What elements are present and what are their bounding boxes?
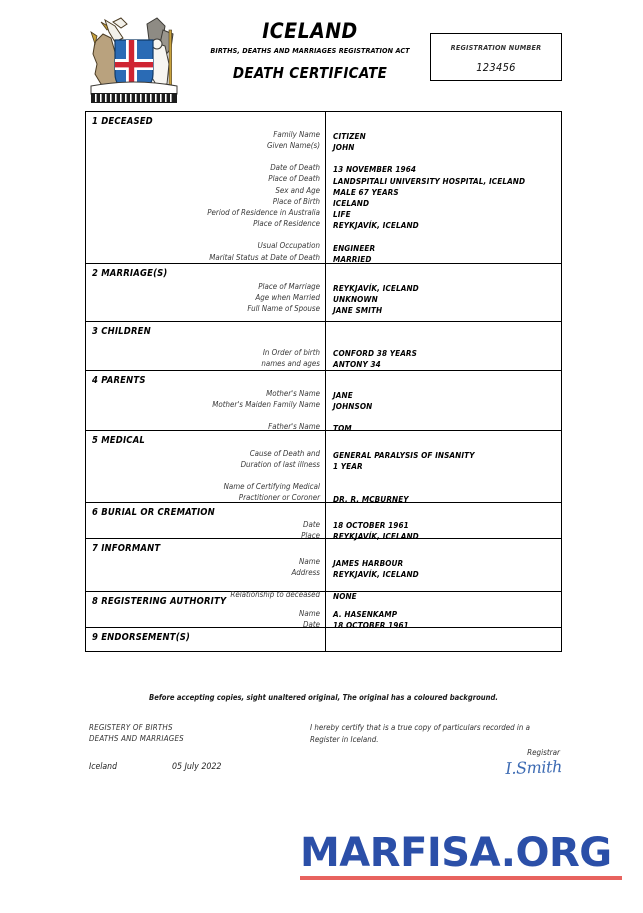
registry-office-block [89, 722, 184, 744]
registry-line-1: REGISTERY OF BIRTHS [89, 723, 173, 732]
value-informant-name: JAMES HARBOUR [333, 558, 404, 568]
section-deceased-title: 1 DECEASED [92, 116, 153, 127]
label-authority-date: Date [303, 619, 320, 629]
certificate-table [85, 111, 562, 652]
country-title: ICELAND [262, 19, 358, 43]
label-informant-name: Name [299, 556, 320, 566]
section-registering-authority-title: 8 REGISTERING AUTHORITY [92, 596, 227, 607]
value-burial-place: REYKJAVÍK, ICELAND [333, 531, 419, 542]
value-place-of-marriage: REYKJAVÍK, ICELAND [333, 283, 419, 293]
value-place-of-death: LANDSPITALI UNIVERSITY HOSPITAL, ICELAND [333, 175, 526, 186]
section-parents-labels [86, 371, 326, 430]
section-children-labels [86, 322, 326, 370]
label-marital-status: Marital Status at Date of Death [209, 252, 320, 262]
section-burial-title: 6 BURIAL OR CREMATION [92, 507, 215, 518]
section-parents-title: 4 PARENTS [92, 375, 146, 386]
value-mothers-name: JANE [333, 390, 353, 400]
section-parents [86, 371, 561, 434]
label-relationship-to-deceased: Relationship to deceased [230, 590, 320, 600]
value-child-2: ANTONY 34 [333, 359, 381, 370]
issue-date: 05 July 2022 [172, 762, 222, 772]
section-medical-values [326, 431, 561, 505]
section-marriages-title: 2 MARRIAGE(S) [92, 268, 168, 279]
copy-warning-note: Before accepting copies, sight unaltered original, The original has a coloured background. [148, 693, 499, 702]
label-fathers-name: Father's Name [268, 422, 320, 432]
registration-number-box [430, 33, 562, 81]
section-children-title: 3 CHILDREN [92, 326, 151, 337]
section-informant-values [326, 539, 561, 602]
label-sex-and-age: Sex and Age [275, 185, 320, 195]
certification-statement: I hereby certify that is a true copy of particulars recorded in a Register in Iceland. [310, 723, 530, 744]
label-order-of-birth: In Order of birth [262, 347, 320, 357]
registry-line-2: DEATHS AND MARRIAGES [89, 734, 184, 743]
value-place-of-residence: REYKJAVÍK, ICELAND [333, 220, 419, 231]
issue-place: Iceland [89, 762, 117, 772]
value-relationship-to-deceased: NONE [333, 591, 357, 602]
label-practitioner-or-coroner: Practitioner or Coroner [238, 493, 320, 503]
label-mothers-maiden-family-name: Mother's Maiden Family Name [212, 399, 320, 409]
label-date-of-death: Date of Death [270, 163, 320, 173]
section-parents-values [326, 371, 561, 434]
section-medical [86, 431, 561, 503]
section-deceased-labels [86, 112, 326, 263]
value-informant-address: REYKJAVÍK, ICELAND [333, 569, 419, 580]
label-place-of-birth: Place of Birth [272, 196, 320, 206]
iceland-coat-of-arms-icon [85, 12, 183, 107]
value-age-when-married: UNKNOWN [333, 294, 378, 305]
value-duration-of-illness: 1 YEAR [333, 461, 363, 472]
value-marital-status: MARRIED [333, 253, 372, 264]
certificate-header [85, 10, 562, 107]
act-subtitle: BIRTHS, DEATHS AND MARRIAGES REGISTRATION ACT [210, 46, 410, 56]
value-authority-date: 18 OCTOBER 1961 [333, 620, 409, 631]
label-burial-date: Date [303, 519, 320, 529]
section-burial-values [326, 503, 561, 542]
label-given-names: Given Name(s) [267, 140, 320, 150]
value-period-of-residence: LIFE [333, 209, 351, 220]
section-marriages-values [326, 264, 561, 321]
section-informant-labels [86, 539, 326, 600]
label-age-when-married: Age when Married [255, 292, 320, 302]
section-endorsements-title: 9 ENDORSEMENT(S) [92, 632, 191, 643]
marfisa-watermark [300, 830, 630, 880]
label-place-of-residence: Place of Residence [253, 219, 320, 229]
label-authority-name: Name [299, 608, 320, 618]
section-medical-title: 5 MEDICAL [92, 435, 145, 446]
value-place-of-birth: ICELAND [333, 198, 370, 209]
section-endorsements [86, 628, 561, 652]
section-medical-labels [86, 431, 326, 502]
label-informant-address: Address [291, 567, 320, 577]
value-authority-name: A. HASENKAMP [333, 609, 398, 619]
value-practitioner: DR. R. MCBURNEY [333, 494, 409, 505]
label-duration-of-illness: Duration of last illness [240, 459, 320, 469]
label-certifying-medical: Name of Certifying Medical [223, 482, 320, 492]
value-given-names: JOHN [333, 142, 355, 153]
value-sex-and-age: MALE 67 YEARS [333, 186, 399, 197]
section-marriages-labels [86, 264, 326, 321]
label-burial-place: Place [301, 530, 320, 540]
label-place-of-death: Place of Death [268, 174, 320, 184]
section-marriages [86, 264, 561, 322]
registrar-signature: I.Smith [505, 757, 563, 778]
label-full-name-of-spouse: Full Name of Spouse [247, 304, 320, 314]
section-endorsements-values [326, 628, 561, 651]
section-burial-labels [86, 503, 326, 538]
value-full-name-of-spouse: JANE SMITH [333, 305, 383, 316]
section-deceased [86, 112, 561, 264]
section-children [86, 322, 561, 371]
registration-number-value: 123456 [476, 61, 516, 74]
label-mothers-name: Mother's Name [266, 388, 320, 398]
value-usual-occupation: ENGINEER [333, 242, 376, 253]
value-fathers-name: TOM [333, 423, 352, 434]
label-cause-of-death: Cause of Death and [249, 448, 320, 458]
label-place-of-marriage: Place of Marriage [258, 281, 320, 291]
label-usual-occupation: Usual Occupation [257, 241, 320, 251]
value-date-of-death: 13 NOVEMBER 1964 [333, 164, 417, 175]
label-period-of-residence: Period of Residence in Australia [207, 207, 320, 217]
watermark-text: MARFISA.ORG [300, 830, 612, 876]
section-burial [86, 503, 561, 542]
value-burial-date: 18 OCTOBER 1961 [333, 520, 409, 530]
section-registering-authority [86, 592, 561, 631]
section-deceased-values [326, 112, 561, 263]
label-names-and-ages: names and ages [261, 358, 320, 368]
section-endorsements-labels [86, 628, 326, 651]
document-type-title: DEATH CERTIFICATE [232, 64, 388, 83]
title-block [195, 20, 425, 82]
value-mothers-maiden-family-name: JOHNSON [333, 401, 373, 412]
section-registering-authority-labels [86, 592, 326, 627]
section-registering-authority-values [326, 592, 561, 631]
section-informant-title: 7 INFORMANT [92, 543, 161, 554]
registrar-label: Registrar [527, 748, 560, 757]
label-family-name: Family Name [273, 129, 320, 139]
value-child-1: CONFORD 38 YEARS [333, 348, 417, 358]
value-family-name: CITIZEN [333, 131, 366, 141]
registration-number-label: REGISTRATION NUMBER [450, 43, 542, 52]
watermark-underline [300, 876, 622, 880]
value-cause-of-death: GENERAL PARALYSIS OF INSANITY [333, 450, 475, 460]
section-children-values [326, 322, 561, 370]
